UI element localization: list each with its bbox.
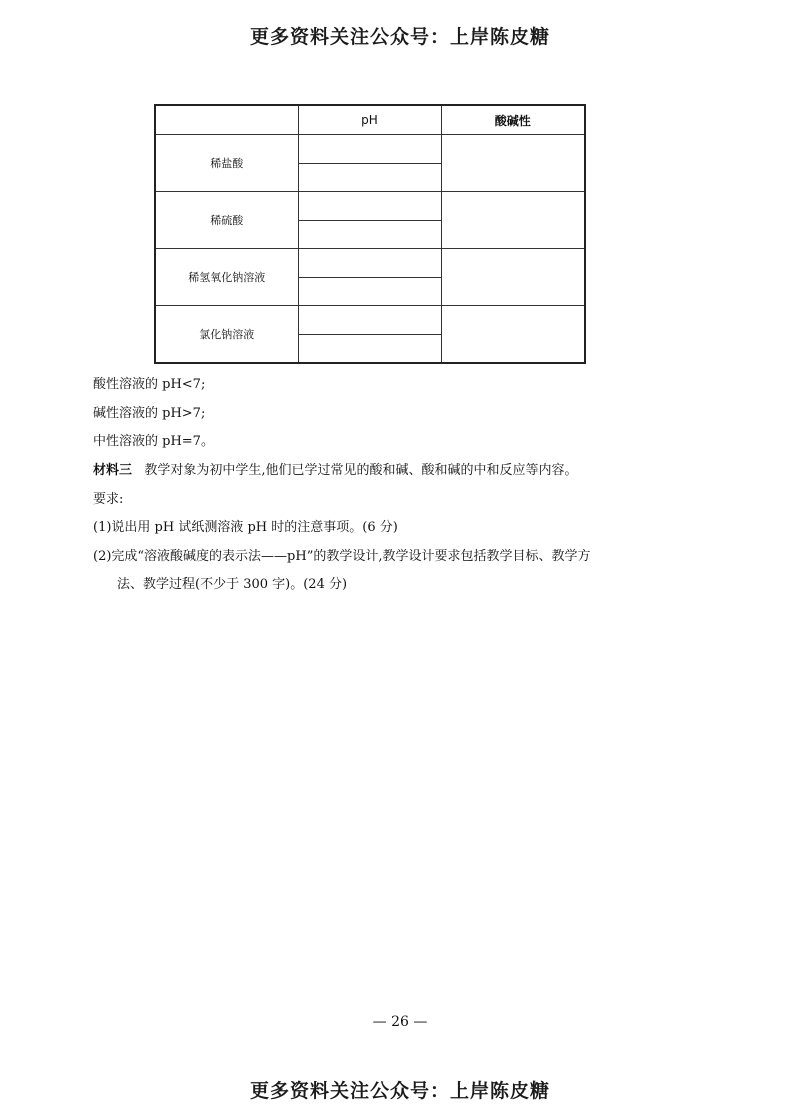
row-label: 氯化钠溶液: [155, 306, 298, 363]
requirement-2-line1: (2)完成“溶液酸碱度的表示法——pH”的教学设计,教学设计要求包括教学目标、教学方: [93, 549, 591, 564]
row-label: 稀氢氧化钠溶液: [155, 249, 298, 306]
table-row: [155, 192, 585, 249]
page-number: — 26 —: [372, 1014, 428, 1030]
requirements-title: 要求:: [93, 492, 124, 507]
ph-table: [154, 104, 586, 364]
footer-banner: 更多资料关注公众号：上岸陈皮糖: [249, 1080, 550, 1102]
ph-value-cell: [298, 306, 441, 363]
table-header-acidity: 酸碱性: [441, 105, 585, 135]
requirement-1: (1)说出用 pH 试纸测溶液 pH 时的注意事项。(6 分): [93, 520, 398, 535]
material3-text: 教学对象为初中学生,他们已学过常见的酸和碱、酸和碱的中和反应等内容。: [144, 463, 578, 478]
note-basic: 碱性溶液的 pH>7;: [93, 406, 206, 421]
note-acidic: 酸性溶液的 pH<7;: [93, 377, 206, 392]
acidity-cell: [441, 192, 585, 249]
table-row: [155, 135, 585, 192]
acidity-cell: [441, 249, 585, 306]
table-header-ph: pH: [298, 105, 441, 135]
material3-label: 材料三: [93, 463, 133, 478]
acidity-cell: [441, 306, 585, 363]
note-neutral: 中性溶液的 pH=7。: [93, 434, 214, 449]
header-banner: 更多资料关注公众号：上岸陈皮糖: [249, 26, 550, 48]
row-label: 稀硫酸: [155, 192, 298, 249]
ph-value-cell: [298, 192, 441, 249]
material3: [93, 459, 578, 478]
ph-value-cell: [298, 135, 441, 192]
requirement-2-line2: 法、教学过程(不少于 300 字)。(24 分): [117, 577, 348, 592]
acidity-cell: [441, 135, 585, 192]
table-header-empty: [155, 105, 298, 135]
table-row: [155, 249, 585, 306]
table-row: [155, 306, 585, 363]
row-label: 稀盐酸: [155, 135, 298, 192]
ph-value-cell: [298, 249, 441, 306]
